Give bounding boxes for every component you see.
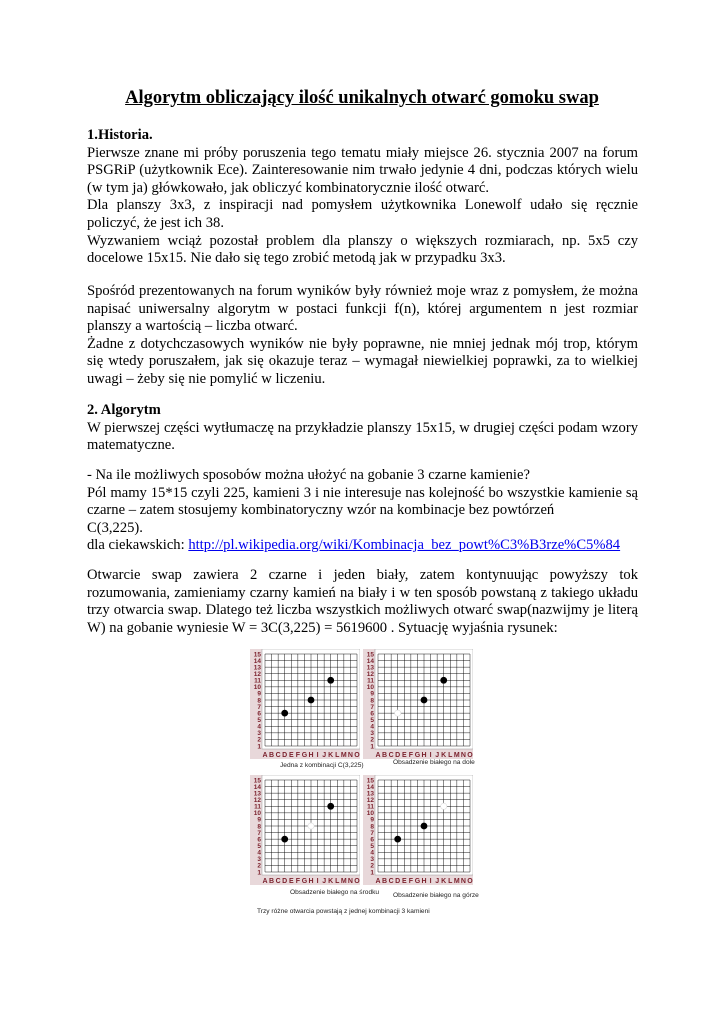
document-title: Algorytm obliczający ilość unikalnych otwarć gomoku swap [125, 88, 599, 108]
col-label: J [435, 752, 440, 759]
row-label: 5 [257, 717, 261, 725]
gomoku-board [250, 775, 360, 885]
col-label: L [335, 752, 340, 759]
board-caption: Obsadzenie białego na dole [393, 759, 475, 766]
col-label: A [375, 878, 381, 885]
paragraph: W pierwszej części wytłumaczę na przykładzie planszy 15x15, w drugiej części podam wzory matematyczne. [87, 419, 638, 454]
board-caption: Jedna z kombinacji C(3,225) [280, 762, 364, 769]
row-label: 2 [257, 736, 261, 744]
row-label: 4 [370, 723, 374, 731]
col-label: E [401, 878, 407, 885]
section-algorithm-swap [87, 567, 638, 637]
row-label: 10 [253, 684, 261, 692]
col-label: F [295, 752, 300, 759]
section-history [87, 127, 638, 268]
col-label: D [395, 878, 401, 885]
row-label: 14 [253, 657, 261, 665]
col-label: E [401, 752, 407, 759]
col-label: K [328, 878, 334, 885]
col-label: I [429, 752, 432, 759]
gomoku-figure [250, 649, 479, 921]
paragraph: Otwarcie swap zawiera 2 czarne i jeden biały, zatem kontynuując powyższy tok rozumowania, zamieniamy czarny kamień na biały i w ten sposób powstaną z takiego układu trzy otwarcia swap. Dlatego też liczba wszystkich możliwych otwarć swap(nazwijmy je literą W) na gobanie wyniesie W = 3C(3,225) = 5619600 . Sytuację wyjaśnia rysunek: [87, 567, 638, 636]
row-label: 14 [366, 657, 374, 665]
row-label: 7 [370, 829, 374, 837]
row-label: 1 [257, 743, 261, 751]
row-label: 15 [366, 777, 374, 785]
col-label: H [308, 752, 314, 759]
col-label: M [453, 878, 460, 885]
col-label: H [421, 752, 427, 759]
row-label: 8 [257, 823, 261, 831]
row-label: 10 [366, 810, 374, 818]
col-label: C [388, 752, 394, 759]
col-label: K [328, 752, 334, 759]
black-stone [395, 836, 401, 842]
row-label: 7 [257, 829, 261, 837]
row-label: 6 [257, 836, 261, 844]
col-label: B [269, 878, 275, 885]
row-label: 11 [367, 677, 374, 685]
row-label: 5 [370, 843, 374, 851]
col-label: O [467, 752, 473, 759]
col-label: B [382, 752, 388, 759]
row-label: 2 [257, 862, 261, 870]
row-label: 11 [254, 677, 261, 685]
row-label: 2 [370, 736, 374, 744]
wikipedia-link[interactable]: http://pl.wikipedia.org/wiki/Kombinacja_bez_powt%C3%B3rze%C5%84 [188, 537, 621, 554]
col-label: N [460, 752, 466, 759]
row-label: 5 [257, 843, 261, 851]
section-algorithm [87, 402, 638, 455]
col-label: F [408, 878, 413, 885]
row-label: 15 [253, 777, 261, 785]
row-label: 1 [257, 869, 261, 877]
col-label: D [282, 752, 288, 759]
col-label: J [435, 878, 440, 885]
link-line [87, 537, 638, 555]
col-label: J [322, 752, 327, 759]
black-stone [308, 697, 314, 703]
col-label: G [414, 878, 421, 885]
col-label: H [421, 878, 427, 885]
row-label: 11 [254, 803, 261, 811]
row-label: 1 [370, 869, 374, 877]
col-label: B [269, 752, 275, 759]
row-label: 4 [257, 849, 261, 857]
row-label: 2 [370, 862, 374, 870]
paragraph: Dla planszy 3x3, z inspiracji nad pomysłem użytkownika Lonewolf udało się ręcznie policzyć, że jest ich 38. [87, 197, 638, 231]
figure-footer: Trzy różne otwarcia powstają z jednej kombinacji 3 kamieni [257, 908, 430, 915]
black-stone [282, 836, 288, 842]
row-label: 6 [370, 710, 374, 718]
col-label: B [382, 878, 388, 885]
row-label: 12 [366, 797, 374, 805]
row-label: 12 [253, 797, 261, 805]
col-label: G [301, 752, 308, 759]
row-label: 13 [253, 790, 261, 798]
col-label: D [282, 878, 288, 885]
gomoku-board [250, 649, 360, 759]
paragraph: Spośród prezentowanych na forum wyników były również moje wraz z pomysłem, że można napisać uniwersalny algorytm w postaci funkcji f(n), której argumentem n jest rozmiar planszy a wartością – liczba otwarć. [87, 283, 638, 335]
col-label: C [275, 752, 281, 759]
row-label: 4 [257, 723, 261, 731]
col-label: F [408, 752, 413, 759]
row-label: 8 [370, 697, 374, 705]
col-label: K [441, 752, 447, 759]
section-heading: 1.Historia. [87, 127, 153, 143]
col-label: I [316, 878, 319, 885]
gomoku-board [363, 649, 473, 759]
section-history-continued [87, 283, 638, 389]
col-label: F [295, 878, 300, 885]
col-label: J [322, 878, 327, 885]
row-label: 15 [253, 651, 261, 659]
col-label: G [301, 878, 308, 885]
row-label: 5 [370, 717, 374, 725]
row-label: 3 [257, 856, 261, 864]
row-label: 3 [370, 730, 374, 738]
row-label: 10 [253, 810, 261, 818]
row-label: 7 [370, 703, 374, 711]
row-label: 13 [366, 790, 374, 798]
row-label: 6 [257, 710, 261, 718]
col-label: C [275, 878, 281, 885]
col-label: M [340, 878, 347, 885]
row-label: 4 [370, 849, 374, 857]
row-label: 14 [366, 783, 374, 791]
col-label: I [316, 752, 319, 759]
black-stone [421, 823, 427, 829]
col-label: K [441, 878, 447, 885]
paragraph: Wyzwaniem wciąż pozostał problem dla planszy o większych rozmiarach, np. 5x5 czy docelowe 15x15. Nie dało się tego zrobić metodą jak w przypadku 3x3. [87, 232, 638, 267]
link-prefix: dla ciekawskich: [87, 537, 189, 554]
row-label: 1 [370, 743, 374, 751]
row-label: 13 [253, 664, 261, 672]
paragraph: Pól mamy 15*15 czyli 225, kamieni 3 i nie interesuje nas kolejność bo wszystkie kamienie są czarne – zatem stosujemy kombinatoryczny wzór na kombinacje bez powtórzeń [87, 484, 638, 519]
col-label: N [347, 878, 353, 885]
paragraph: Żadne z dotychczasowych wyników nie były poprawne, nie mniej jednak mój trop, którym się wtedy poruszałem, jak się okazuje teraz – wymagał niewielkiej poprawki, za to wielkiej uwagi – żeby się nie pomylić w liczeniu. [87, 335, 638, 387]
col-label: O [354, 878, 360, 885]
board-caption: Obsadzenie białego na górze [393, 892, 479, 899]
section-algorithm-question [87, 467, 638, 555]
col-label: A [262, 752, 268, 759]
row-label: 13 [366, 664, 374, 672]
col-label: E [288, 878, 294, 885]
section-heading: 2. Algorytm [87, 402, 161, 418]
row-label: 3 [370, 856, 374, 864]
paragraph: - Na ile możliwych sposobów można ułożyć na gobanie 3 czarne kamienie? [87, 467, 530, 483]
black-stone [421, 697, 427, 703]
col-label: G [414, 752, 421, 759]
black-stone [282, 710, 288, 716]
black-stone [441, 677, 447, 683]
row-label: 12 [253, 671, 261, 679]
col-label: L [448, 752, 453, 759]
paragraph: Pierwsze znane mi próby poruszenia tego tematu miały miejsce 26. stycznia 2007 na forum PSGRiP (użytkownik Ece). Zainteresowanie nim trwało jedynie 4 dni, podczas których wielu (w tym ja) główkowało, jak obliczyć kombinatorycznie ilość otwarć. [87, 144, 638, 196]
white-stone [395, 710, 401, 716]
col-label: N [460, 878, 466, 885]
col-label: L [448, 878, 453, 885]
row-label: 15 [366, 651, 374, 659]
col-label: L [335, 878, 340, 885]
col-label: M [340, 752, 347, 759]
row-label: 9 [257, 690, 261, 698]
row-label: 6 [370, 836, 374, 844]
col-label: N [347, 752, 353, 759]
row-label: 14 [253, 783, 261, 791]
row-label: 8 [370, 823, 374, 831]
row-label: 9 [370, 690, 374, 698]
row-label: 12 [366, 671, 374, 679]
board-caption: Obsadzenie białego na środku [290, 889, 380, 896]
gomoku-board [363, 775, 473, 885]
row-label: 9 [257, 816, 261, 824]
row-label: 8 [257, 697, 261, 705]
formula: C(3,225). [87, 519, 143, 536]
row-label: 11 [367, 803, 374, 811]
col-label: D [395, 752, 401, 759]
row-label: 10 [366, 684, 374, 692]
black-stone [328, 677, 334, 683]
col-label: I [429, 878, 432, 885]
row-label: 9 [370, 816, 374, 824]
row-label: 7 [257, 703, 261, 711]
col-label: C [388, 878, 394, 885]
white-stone [308, 823, 314, 829]
white-stone [441, 803, 447, 809]
row-label: 3 [257, 730, 261, 738]
black-stone [328, 803, 334, 809]
col-label: A [262, 878, 268, 885]
col-label: H [308, 878, 314, 885]
col-label: E [288, 752, 294, 759]
col-label: O [467, 878, 473, 885]
col-label: O [354, 752, 360, 759]
col-label: A [375, 752, 381, 759]
col-label: M [453, 752, 460, 759]
